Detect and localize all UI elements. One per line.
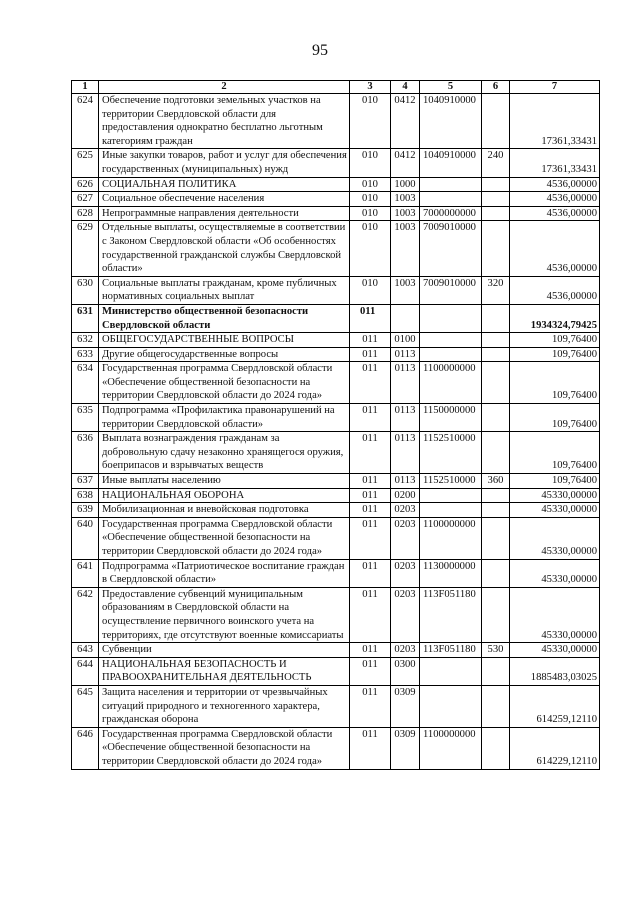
row-amount: 109,76400	[510, 404, 600, 432]
row-department-code: 011	[350, 333, 391, 348]
row-department-code: 011	[350, 517, 391, 559]
row-name: Субвенции	[99, 643, 350, 658]
row-number: 629	[72, 221, 99, 276]
row-amount: 109,76400	[510, 474, 600, 489]
row-name: НАЦИОНАЛЬНАЯ БЕЗОПАСНОСТЬ И ПРАВООХРАНИТЕЛЬНАЯ ДЕЯТЕЛЬНОСТЬ	[99, 657, 350, 685]
row-amount: 45330,00000	[510, 488, 600, 503]
row-number: 628	[72, 206, 99, 221]
row-expense-type	[482, 347, 510, 362]
row-department-code: 010	[350, 94, 391, 149]
row-department-code: 010	[350, 149, 391, 177]
row-target-code: 113F051180	[420, 587, 482, 642]
row-expense-type	[482, 206, 510, 221]
row-amount: 1885483,03025	[510, 657, 600, 685]
row-section-code: 0203	[391, 559, 420, 587]
table-row	[72, 304, 600, 332]
row-expense-type	[482, 685, 510, 727]
row-name: Отдельные выплаты, осуществляемые в соответствии с Законом Свердловской области «Об особенностях государственной гражданской службы Свердловской области»	[99, 221, 350, 276]
page-number: 95	[312, 42, 328, 59]
row-name: НАЦИОНАЛЬНАЯ ОБОРОНА	[99, 488, 350, 503]
row-expense-type	[482, 657, 510, 685]
row-department-code: 011	[350, 432, 391, 474]
row-section-code: 0309	[391, 727, 420, 769]
row-name: Социальное обеспечение населения	[99, 192, 350, 207]
row-department-code: 011	[350, 304, 391, 332]
row-amount: 4536,00000	[510, 206, 600, 221]
row-expense-type	[482, 587, 510, 642]
row-amount: 4536,00000	[510, 221, 600, 276]
row-section-code: 1003	[391, 206, 420, 221]
row-target-code: 1040910000	[420, 149, 482, 177]
row-number: 626	[72, 177, 99, 192]
row-target-code	[420, 347, 482, 362]
row-amount: 4536,00000	[510, 177, 600, 192]
row-section-code: 0113	[391, 432, 420, 474]
row-department-code: 011	[350, 404, 391, 432]
row-department-code: 010	[350, 276, 391, 304]
row-name: Выплата вознаграждения гражданам за добровольную сдачу незаконно хранящегося оружия, боеприпасов и взрывчатых веществ	[99, 432, 350, 474]
row-section-code: 1003	[391, 221, 420, 276]
row-department-code: 011	[350, 587, 391, 642]
row-target-code: 7009010000	[420, 276, 482, 304]
row-target-code	[420, 503, 482, 518]
table-row	[72, 206, 600, 221]
row-section-code: 0309	[391, 685, 420, 727]
row-expense-type	[482, 488, 510, 503]
row-section-code: 0203	[391, 517, 420, 559]
row-amount: 109,76400	[510, 432, 600, 474]
row-target-code	[420, 488, 482, 503]
row-department-code: 011	[350, 727, 391, 769]
row-target-code: 7009010000	[420, 221, 482, 276]
row-amount: 45330,00000	[510, 643, 600, 658]
row-target-code: 1130000000	[420, 559, 482, 587]
row-section-code: 1000	[391, 177, 420, 192]
table-row	[72, 362, 600, 404]
header-row	[72, 81, 600, 94]
table-row	[72, 488, 600, 503]
row-amount: 109,76400	[510, 362, 600, 404]
row-expense-type: 530	[482, 643, 510, 658]
table-row	[72, 149, 600, 177]
row-department-code: 010	[350, 221, 391, 276]
row-number: 636	[72, 432, 99, 474]
row-expense-type	[482, 559, 510, 587]
header-col-5: 5	[420, 81, 482, 94]
row-section-code: 0203	[391, 587, 420, 642]
table-row	[72, 474, 600, 489]
row-target-code	[420, 657, 482, 685]
row-expense-type	[482, 432, 510, 474]
row-section-code: 0203	[391, 643, 420, 658]
row-amount: 614229,12110	[510, 727, 600, 769]
row-section-code: 0113	[391, 474, 420, 489]
row-name: Подпрограмма «Патриотическое воспитание граждан в Свердловской области»	[99, 559, 350, 587]
table-row	[72, 685, 600, 727]
row-name: Социальные выплаты гражданам, кроме публичных нормативных социальных выплат	[99, 276, 350, 304]
row-number: 633	[72, 347, 99, 362]
row-expense-type: 240	[482, 149, 510, 177]
budget-table	[71, 80, 600, 770]
row-amount: 109,76400	[510, 333, 600, 348]
table-row	[72, 94, 600, 149]
row-department-code: 011	[350, 488, 391, 503]
row-section-code: 0203	[391, 503, 420, 518]
row-number: 630	[72, 276, 99, 304]
row-department-code: 011	[350, 362, 391, 404]
table-row	[72, 503, 600, 518]
row-number: 635	[72, 404, 99, 432]
table-row	[72, 517, 600, 559]
table-row	[72, 643, 600, 658]
table-row	[72, 587, 600, 642]
row-expense-type	[482, 517, 510, 559]
row-target-code	[420, 333, 482, 348]
row-expense-type: 320	[482, 276, 510, 304]
row-name: Государственная программа Свердловской области «Обеспечение общественной безопасности на территории Свердловской области до 2024 года»	[99, 727, 350, 769]
row-target-code: 1100000000	[420, 727, 482, 769]
header-col-7: 7	[510, 81, 600, 94]
table-row	[72, 347, 600, 362]
table-row	[72, 192, 600, 207]
row-expense-type	[482, 503, 510, 518]
row-amount: 17361,33431	[510, 149, 600, 177]
row-department-code: 011	[350, 685, 391, 727]
table-row	[72, 177, 600, 192]
row-target-code: 1040910000	[420, 94, 482, 149]
row-number: 625	[72, 149, 99, 177]
table-row	[72, 432, 600, 474]
row-section-code: 1003	[391, 192, 420, 207]
row-number: 643	[72, 643, 99, 658]
row-amount: 4536,00000	[510, 192, 600, 207]
row-department-code: 011	[350, 559, 391, 587]
row-expense-type	[482, 192, 510, 207]
row-name: Непрограммные направления деятельности	[99, 206, 350, 221]
row-number: 631	[72, 304, 99, 332]
row-name: Обеспечение подготовки земельных участков на территории Свердловской области для предоставления однократно бесплатно льготным категориям граждан	[99, 94, 350, 149]
row-department-code: 011	[350, 657, 391, 685]
row-amount: 109,76400	[510, 347, 600, 362]
row-section-code	[391, 304, 420, 332]
row-number: 644	[72, 657, 99, 685]
row-name: Государственная программа Свердловской области «Обеспечение общественной безопасности на территории Свердловской области до 2024 года»	[99, 517, 350, 559]
row-target-code: 1100000000	[420, 362, 482, 404]
table-row	[72, 727, 600, 769]
header-col-4: 4	[391, 81, 420, 94]
row-number: 641	[72, 559, 99, 587]
row-section-code: 0113	[391, 362, 420, 404]
row-department-code: 010	[350, 206, 391, 221]
row-amount: 1934324,79425	[510, 304, 600, 332]
row-number: 632	[72, 333, 99, 348]
row-target-code: 1100000000	[420, 517, 482, 559]
row-name: ОБЩЕГОСУДАРСТВЕННЫЕ ВОПРОСЫ	[99, 333, 350, 348]
row-target-code: 1150000000	[420, 404, 482, 432]
row-target-code	[420, 685, 482, 727]
table-row	[72, 404, 600, 432]
row-expense-type	[482, 404, 510, 432]
row-expense-type	[482, 304, 510, 332]
row-number: 637	[72, 474, 99, 489]
row-amount: 45330,00000	[510, 559, 600, 587]
row-amount: 4536,00000	[510, 276, 600, 304]
row-amount: 614259,12110	[510, 685, 600, 727]
row-target-code: 7000000000	[420, 206, 482, 221]
table-row	[72, 657, 600, 685]
row-amount: 45330,00000	[510, 587, 600, 642]
table-row	[72, 221, 600, 276]
row-department-code: 011	[350, 474, 391, 489]
row-section-code: 1003	[391, 276, 420, 304]
row-amount: 45330,00000	[510, 503, 600, 518]
row-name: СОЦИАЛЬНАЯ ПОЛИТИКА	[99, 177, 350, 192]
row-number: 634	[72, 362, 99, 404]
row-expense-type	[482, 94, 510, 149]
table-row	[72, 559, 600, 587]
row-expense-type: 360	[482, 474, 510, 489]
row-name: Другие общегосударственные вопросы	[99, 347, 350, 362]
row-target-code	[420, 177, 482, 192]
row-department-code: 011	[350, 347, 391, 362]
row-expense-type	[482, 221, 510, 276]
row-number: 639	[72, 503, 99, 518]
header-col-6: 6	[482, 81, 510, 94]
row-expense-type	[482, 177, 510, 192]
row-section-code: 0300	[391, 657, 420, 685]
row-section-code: 0412	[391, 94, 420, 149]
table-row	[72, 333, 600, 348]
row-section-code: 0113	[391, 347, 420, 362]
row-name: Иные выплаты населению	[99, 474, 350, 489]
row-number: 627	[72, 192, 99, 207]
row-name: Иные закупки товаров, работ и услуг для обеспечения государственных (муниципальных) нужд	[99, 149, 350, 177]
row-amount: 45330,00000	[510, 517, 600, 559]
table-row	[72, 276, 600, 304]
row-department-code: 010	[350, 177, 391, 192]
row-number: 624	[72, 94, 99, 149]
row-target-code	[420, 304, 482, 332]
row-expense-type	[482, 333, 510, 348]
row-department-code: 010	[350, 192, 391, 207]
row-target-code	[420, 192, 482, 207]
header-col-3: 3	[350, 81, 391, 94]
row-number: 642	[72, 587, 99, 642]
header-col-1: 1	[72, 81, 99, 94]
row-number: 645	[72, 685, 99, 727]
row-target-code: 113F051180	[420, 643, 482, 658]
row-expense-type	[482, 362, 510, 404]
row-name: Мобилизационная и вневойсковая подготовка	[99, 503, 350, 518]
row-expense-type	[482, 727, 510, 769]
row-department-code: 011	[350, 643, 391, 658]
row-number: 646	[72, 727, 99, 769]
row-number: 638	[72, 488, 99, 503]
row-name: Подпрограмма «Профилактика правонарушений на территории Свердловской области»	[99, 404, 350, 432]
row-name: Министерство общественной безопасности Свердловской области	[99, 304, 350, 332]
row-number: 640	[72, 517, 99, 559]
row-name: Государственная программа Свердловской области «Обеспечение общественной безопасности на территории Свердловской области до 2024 года»	[99, 362, 350, 404]
row-section-code: 0113	[391, 404, 420, 432]
row-department-code: 011	[350, 503, 391, 518]
row-section-code: 0100	[391, 333, 420, 348]
row-name: Защита населения и территории от чрезвычайных ситуаций природного и техногенного характера, гражданская оборона	[99, 685, 350, 727]
header-col-2: 2	[99, 81, 350, 94]
row-amount: 17361,33431	[510, 94, 600, 149]
row-target-code: 1152510000	[420, 432, 482, 474]
row-target-code: 1152510000	[420, 474, 482, 489]
row-section-code: 0412	[391, 149, 420, 177]
row-section-code: 0200	[391, 488, 420, 503]
row-name: Предоставление субвенций муниципальным образованиям в Свердловской области на осуществление первичного воинского учета на территориях, где отсутствуют военные комиссариаты	[99, 587, 350, 642]
